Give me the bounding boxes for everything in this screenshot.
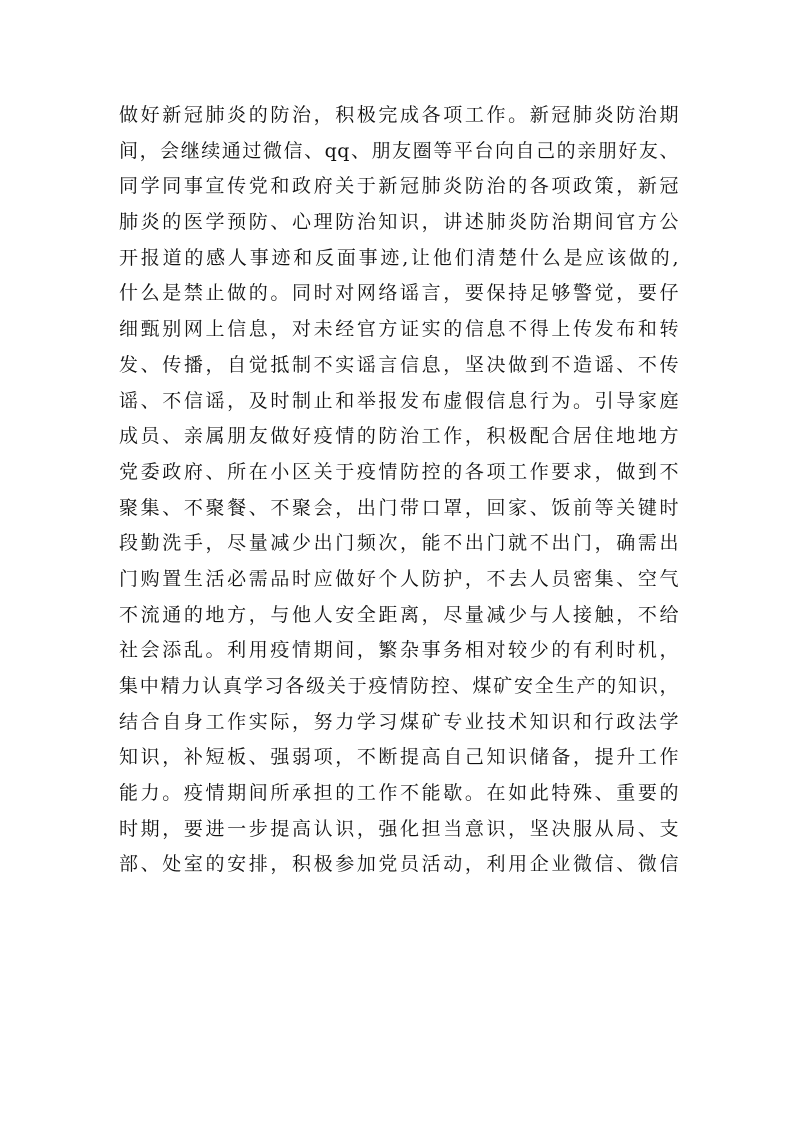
text-line: 党委政府、所在小区关于疫情防控的各项工作要求，做到不: [119, 460, 679, 483]
text-line: 聚集、不聚餐、不聚会，出门带口罩，回家、饭前等关键时: [119, 496, 679, 519]
text-line: 同学同事宣传党和政府关于新冠肺炎防治的各项政策，新冠: [119, 175, 679, 198]
text-line: 发、传播，自觉抵制不实谣言信息，坚决做到不造谣、不传: [119, 353, 679, 376]
text-line: 谣、不信谣，及时制止和举报发布虚假信息行为。引导家庭: [119, 389, 679, 412]
text-line: 细甄别网上信息，对未经官方证实的信息不得上传发布和转: [119, 318, 679, 341]
text-line: 时期，要进一步提高认识，强化担当意识，坚决服从局、支: [119, 817, 679, 840]
text-line: 知识，补短板、强弱项，不断提高自己知识储备，提升工作: [119, 746, 679, 769]
text-line: 集中精力认真学习各级关于疫情防控、煤矿安全生产的知识，: [119, 675, 679, 697]
text-line: 不流通的地方，与他人安全距离，尽量减少与人接触，不给: [119, 603, 679, 626]
text-line: 段勤洗手，尽量减少出门频次，能不出门就不出门，确需出: [119, 532, 679, 555]
text-line: 开报道的感人事迹和反面事迹,让他们清楚什么是应该做的,: [119, 246, 679, 269]
text-line: 部、处室的安排，积极参加党员活动，利用企业微信、微信: [119, 853, 679, 876]
text-line: 结合自身工作实际，努力学习煤矿专业技术知识和行政法学: [119, 710, 679, 733]
text-line: 社会添乱。利用疫情期间，繁杂事务相对较少的有利时机，: [119, 639, 679, 662]
text-line: 做好新冠肺炎的防治，积极完成各项工作。新冠肺炎防治期: [119, 104, 679, 126]
text-line: 门购置生活必需品时应做好个人防护，不去人员密集、空气: [119, 567, 679, 590]
body-paragraph: [119, 98, 679, 883]
text-line: 成员、亲属朋友做好疫情的防治工作，积极配合居住地地方: [119, 425, 679, 448]
text-line: 间，会继续通过微信、qq、朋友圈等平台向自己的亲朋好友、: [119, 139, 679, 162]
text-line: 肺炎的医学预防、心理防治知识，讲述肺炎防治期间官方公: [119, 211, 679, 234]
text-line: 什么是禁止做的。同时对网络谣言，要保持足够警觉，要仔: [119, 282, 679, 305]
text-line: 能力。疫情期间所承担的工作不能歇。在如此特殊、重要的: [119, 782, 679, 805]
